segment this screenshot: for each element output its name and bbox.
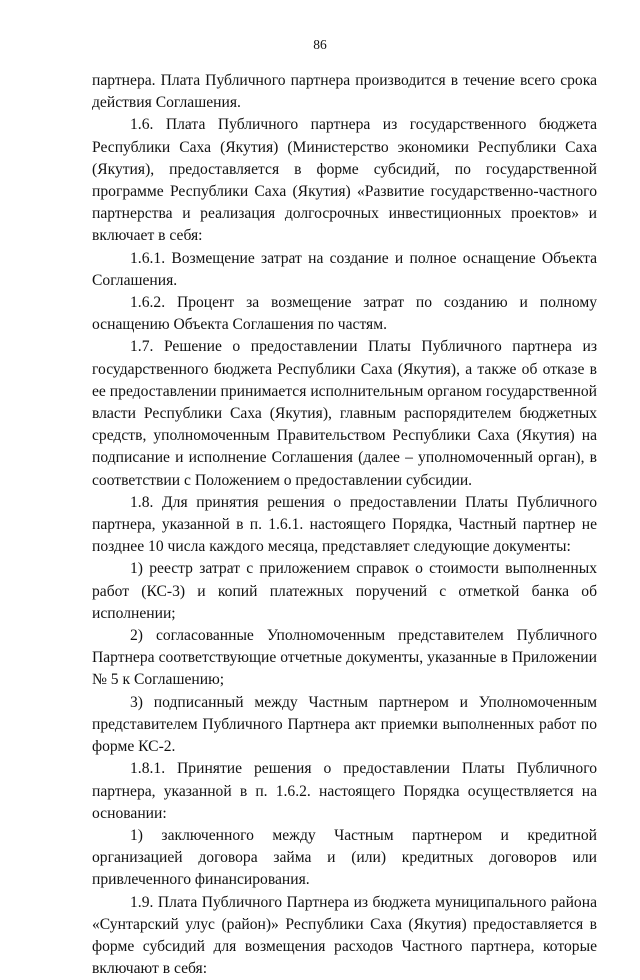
paragraph-continuation: партнера. Плата Публичного партнера производится в течение всего срока действия Соглашения. <box>92 72 597 112</box>
paragraph-1-9: 1.9. Плата Публичного Партнера из бюджета муниципального района «Сунтарский улус (район)» Республики Саха (Якутия) предоставляется в форме субсидий для возмещения расходов Частного партнера, которые включают в себя: <box>92 893 597 978</box>
paragraph-1-6-1: 1.6.1. Возмещение затрат на создание и полное оснащение Объекта Соглашения. <box>92 249 597 289</box>
list-item-2: 2) согласованные Уполномоченным представителем Публичного Партнера соответствующие отчетные документы, указанные в Приложении № 5 к Соглашению; <box>92 627 597 689</box>
list-item-1: 1) реестр затрат с приложением справок о стоимости выполненных работ (КС-3) и копий платежных поручений с отметкой банка об исполнении; <box>92 560 597 622</box>
page-number: 86 <box>313 37 327 52</box>
paragraph-1-8-1: 1.8.1. Принятие решения о предоставлении Платы Публичного партнера, указанной в п. 1.6.2. настоящего Порядка осуществляется на основании: <box>92 760 597 822</box>
paragraph-1-6-2: 1.6.2. Процент за возмещение затрат по созданию и полному оснащению Объекта Соглашения по частям. <box>92 294 597 334</box>
list-item-1-loan: 1) заключенного между Частным партнером и кредитной организацией договора займа и (или) кредитных договоров или привлеченного финансирования. <box>92 826 597 889</box>
paragraph-1-6: 1.6. Плата Публичного партнера из государственного бюджета Республики Саха (Якутия) (Министерство экономики Республики Саха (Якутия), предоставляется в форме субсидий, по государственной программе Республики Саха (Якутия) «Развитие государственно-частного партнерства и реализация долгосрочных инвестиционных проектов» и включает в себя: <box>92 116 597 245</box>
paragraph-1-8: 1.8. Для принятия решения о предоставлении Платы Публичного партнера, указанной в п. 1.6.1. настоящего Порядка, Частный партнер не позднее 10 числа каждого месяца, представляет следующие документы: <box>92 493 597 556</box>
document-body <box>92 70 597 980</box>
paragraph-1-7: 1.7. Решение о предоставлении Платы Публичного партнера из государственного бюджета Республики Саха (Якутия), а также об отказе в ее предоставлении принимается исполнительным органом государственной власти Республики Саха (Якутия), главным распорядителем бюджетных средств, уполномоченным Правительством Республики Саха (Якутия) на подписание и исполнение Соглашения (далее – уполномоченный орган), в соответствии с Положением о предоставлении субсидии. <box>92 338 597 489</box>
list-item-3: 3) подписанный между Частным партнером и Уполномоченным представителем Публичного Партнера акт приемки выполненных работ по форме КС-2. <box>92 693 597 756</box>
